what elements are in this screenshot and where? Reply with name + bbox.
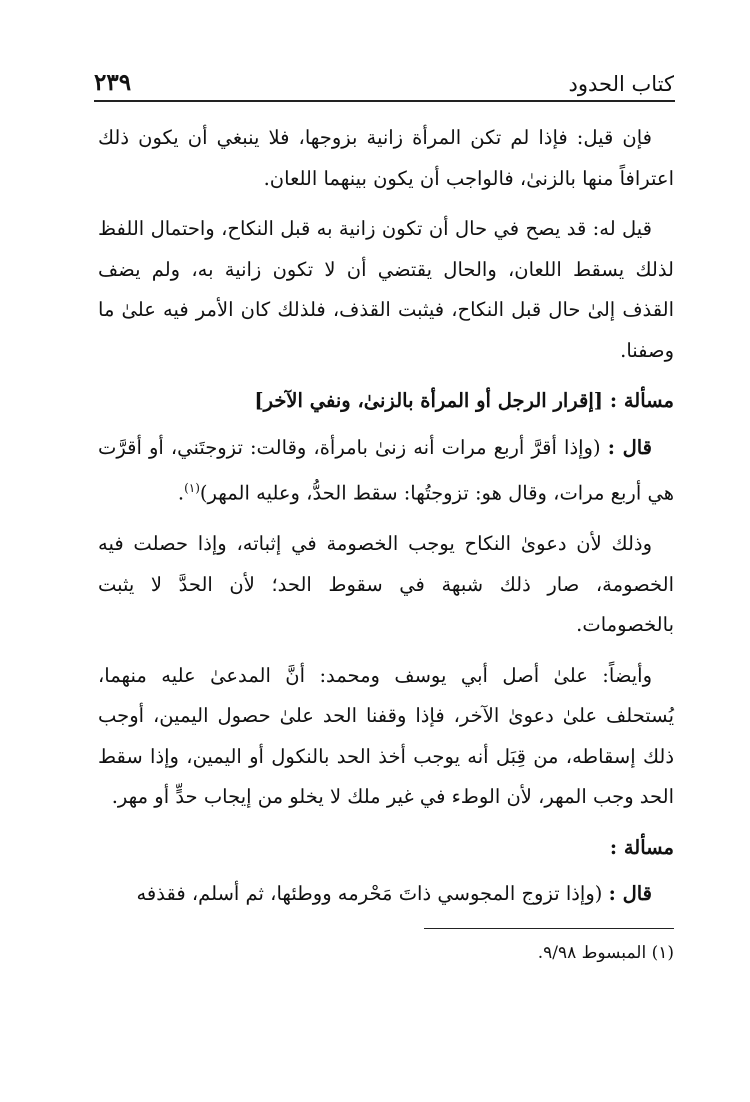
paragraph: وأيضاً: علىٰ أصل أبي يوسف ومحمد: أنَّ المدعىٰ عليه منهما، يُستحلف علىٰ دعوىٰ الآخر، فإذا وقفنا الحد علىٰ حصول اليمين، أوجب ذلك إسقاطه، من قِبَل أنه يوجب أخذ الحد بالنكول أو اليمين، وإذا سقط الحد وجب المهر، لأن الوطء في غير ملك لا يخلو من إيجاب حدٍّ أو مهر. (98, 663, 674, 808)
footnote: (١) المبسوط ٩/٩٨. (537, 943, 674, 963)
footnote-ref: (١) (184, 481, 200, 495)
paragraph: وذلك لأن دعوىٰ النكاح يوجب الخصومة في إثباته، وإذا حصلت فيه الخصومة، صار ذلك شبهة في سقوط الحد؛ لأن الحدَّ لا يثبت بالخصومات. (98, 532, 674, 636)
running-header (94, 62, 674, 96)
section-heading (98, 828, 674, 869)
paragraph: قال : (وإذا أقرَّ أربع مرات أنه زنىٰ بامرأة، وقالت: تزوجتَني، أو أقرَّت هي أربع مرات، وقال هو: تزوجتُها: سقط الحدُّ، وعليه المهر)$^{(١)}$. (98, 435, 674, 505)
paragraph-text: (وإذا تزوج المجوسي ذاتَ مَحْرمه ووطئها، ثم أسلم، فقذفه (136, 882, 603, 905)
paragraph: قيل له: قد يصح في حال أن تكون زانية به قبل النكاح، واحتمال اللفظ لذلك يسقط اللعان، والحال يقتضي أن لا تكون زانية به، ولم يضف القذف إلىٰ حال قبل النكاح، فيثبت القذف، فلذلك كان الأمر فيه علىٰ ما وصفنا. (98, 217, 674, 362)
heading-label: مسألة : (609, 835, 674, 859)
body-text (98, 118, 674, 925)
section-heading (98, 381, 674, 422)
paragraph (98, 874, 674, 915)
paragraph-lead: قال : (607, 435, 653, 459)
page-number: ٢٣٩ (94, 69, 132, 96)
heading-title: [إقرار الرجل أو المرأة بالزنىٰ، ونفي الآخر] (254, 389, 604, 412)
paragraph: فإن قيل: فإذا لم تكن المرأة زانية بزوجها، فلا ينبغي أن يكون ذلك اعترافاً منها بالزنىٰ، فالواجب أن يكون بينهما اللعان. (98, 126, 674, 190)
heading-label: مسألة : (609, 389, 674, 412)
book-title: كتاب الحدود (568, 72, 674, 96)
paragraph-lead: قال : (608, 882, 652, 905)
paragraph-text: (وإذا أقرَّ أربع مرات أنه زنىٰ بامرأة، وقالت: تزوجتَني، أو أقرَّت هي أربع مرات، وقال هو: تزوجتُها: سقط الحدُّ، وعليه المهر) (98, 435, 674, 505)
footnote-rule (424, 928, 674, 929)
header-rule (94, 100, 675, 102)
